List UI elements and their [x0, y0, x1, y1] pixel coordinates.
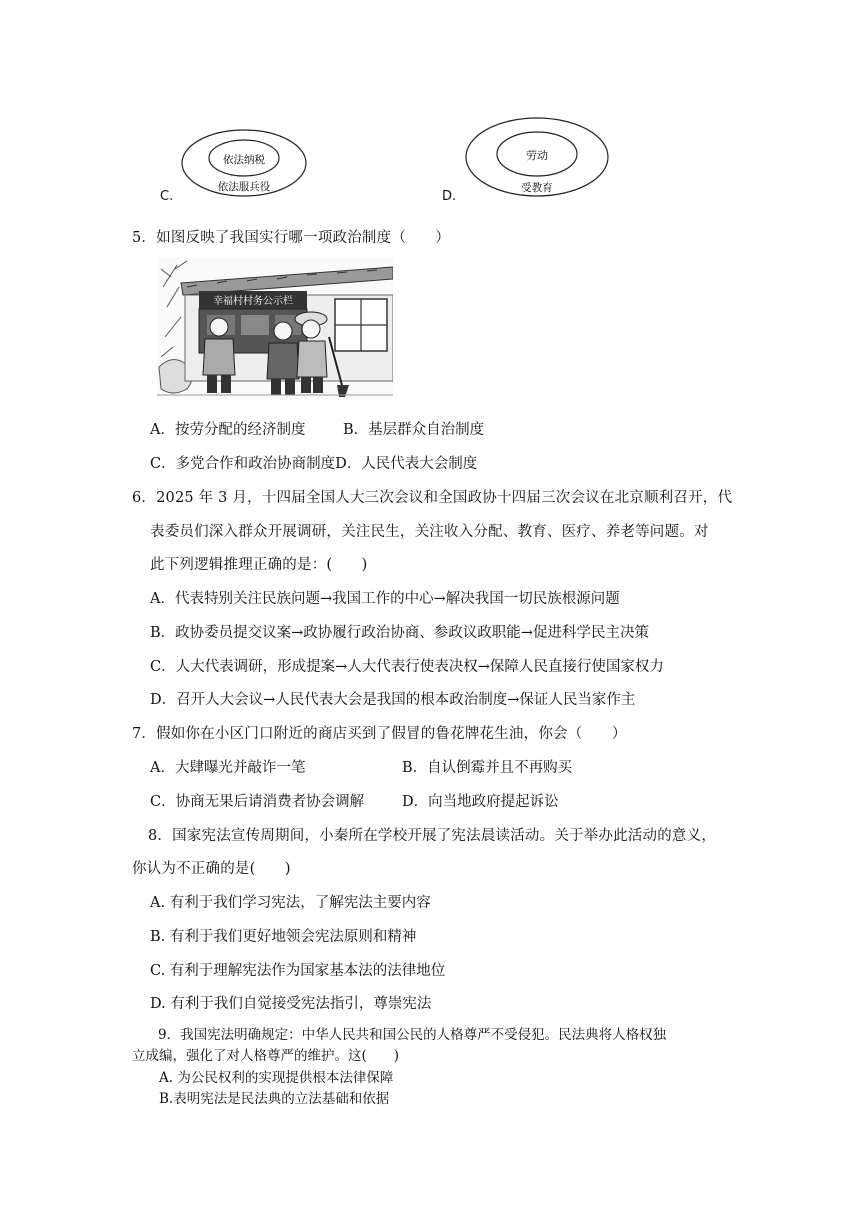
question-8-line-1: 8．国家宪法宣传周期间，小秦所在学校开展了宪法晨读活动。关于举办此活动的意义，: [148, 828, 717, 844]
q9-option-a: A. 为公民权利的实现提供根本法律保障: [159, 1070, 394, 1086]
option-letter: D.: [442, 189, 457, 204]
notice-board-sign: 幸福村村务公示栏: [213, 296, 293, 307]
q7-option-d: D．向当地政府提起诉讼: [402, 794, 559, 810]
nested-circles-diagram-c: [178, 126, 312, 200]
q5-option-c: C．多党合作和政治协商制度D．人民代表大会制度: [150, 456, 478, 472]
q8-option-b: B. 有利于我们更好地领会宪法原则和精神: [150, 929, 417, 945]
q6-option-c: C．人大代表调研，形成提案→人大代表行使表决权→保障人民直接行使国家权力: [150, 659, 664, 675]
question-9-line-1: 9．我国宪法明确规定：中华人民共和国公民的人格尊严不受侵犯。民法典将人格权独: [158, 1027, 667, 1043]
q5-option-a: A．按劳分配的经济制度: [150, 422, 306, 438]
question-7-stem: 7．假如你在小区门口附近的商店买到了假冒的鲁花牌花生油，你会（ ）: [132, 726, 627, 742]
question-6-line-2: 表委员们深入群众开展调研，关注民生，关注收入分配、教育、医疗、养老等问题。对: [150, 524, 709, 540]
question-5-stem: 5．如图反映了我国实行哪一项政治制度（ ）: [132, 230, 451, 246]
q5-option-b: B．基层群众自治制度: [343, 422, 485, 438]
inner-circle-label: 劳动: [526, 149, 548, 162]
outer-circle-label: 依法服兵役: [217, 181, 271, 193]
q8-option-d: D. 有利于我们自觉接受宪法指引，尊崇宪法: [150, 996, 432, 1012]
nested-circles-diagram-d: [462, 112, 614, 198]
option-letter: C.: [160, 189, 174, 204]
question-9-line-2: 立成编，强化了对人格尊严的维护。这( ): [132, 1048, 400, 1064]
question-6-line-3: 此下列逻辑推理正确的是：( ): [150, 557, 368, 573]
q7-option-a: A．大肆曝光并敲诈一笔: [150, 760, 306, 776]
q7-option-c: C．协商无果后请消费者协会调解: [150, 794, 365, 810]
inner-circle-label: 依法纳税: [223, 154, 265, 166]
q7-option-b: B．自认倒霉并且不再购买: [402, 760, 573, 776]
outer-circle-label: 受教育: [521, 182, 553, 194]
q6-option-a: A．代表特别关注民族问题→我国工作的中心→解决我国一切民族根源问题: [150, 591, 620, 607]
village-notice-board-illustration: [157, 257, 393, 399]
q8-option-a: A. 有利于我们学习宪法，了解宪法主要内容: [150, 895, 431, 911]
q9-option-b: B.表明宪法是民法典的立法基础和依据: [159, 1091, 390, 1107]
q6-option-b: B．政协委员提交议案→政协履行政治协商、参政议政职能→促进科学民主决策: [150, 625, 649, 641]
q6-option-d: D．召开人大会议→人民代表大会是我国的根本政治制度→保证人民当家作主: [150, 692, 636, 708]
question-6-line-1: 6．2025 年 3 月，十四届全国人大三次会议和全国政协十四届三次会议在北京顺利召开，代: [132, 490, 733, 506]
q8-option-c: C. 有利于理解宪法作为国家基本法的法律地位: [150, 963, 446, 979]
question-8-line-2: 你认为不正确的是( ): [132, 861, 291, 877]
